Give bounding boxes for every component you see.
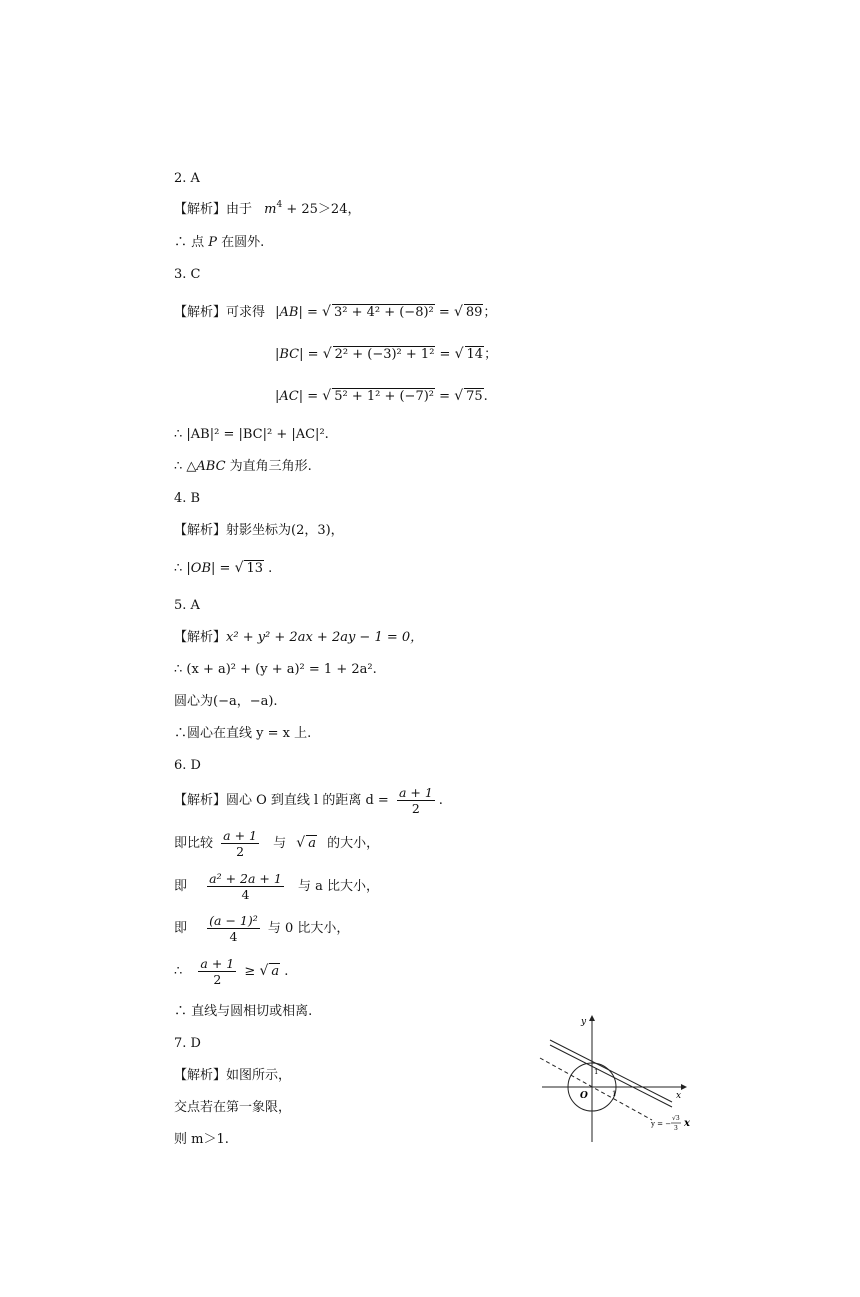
- fraction-denominator: 2: [213, 972, 222, 987]
- namely-text: 即: [174, 879, 188, 894]
- unit-x-label: 1: [612, 1090, 617, 1098]
- fraction-denominator: 2: [411, 801, 420, 816]
- with-text: 与: [273, 836, 287, 851]
- analysis-tag: 【解析】可求得: [174, 305, 266, 320]
- q2-variable: m: [264, 202, 277, 217]
- ab-length: |AB|: [275, 305, 303, 320]
- semicolon: ；: [483, 305, 497, 320]
- line-label-prefix: y = −: [651, 1120, 672, 1128]
- compare-fraction: [207, 913, 260, 944]
- compare-text: 与 0 比大小，: [267, 921, 350, 936]
- unit-y-label: 1: [594, 1068, 599, 1076]
- q2-conclusion: [174, 234, 264, 252]
- q6-compare1: [174, 828, 379, 859]
- geq-sign: ≥: [244, 964, 256, 979]
- sqrt-icon: √: [454, 388, 464, 404]
- sqrt-icon: √: [322, 388, 332, 404]
- ab-value: 89: [465, 305, 483, 320]
- q6-compare3: [174, 913, 349, 944]
- conclusion-text: 在圆外.: [217, 235, 265, 250]
- ac-length: |AC|: [275, 389, 304, 404]
- q3-relation: ∴ |AB|² = |BC|² + |AC|².: [174, 427, 329, 442]
- x-axis-label: x: [676, 1091, 682, 1101]
- ab-radicand: 3² + 4² + (−8)²: [333, 305, 434, 320]
- fraction-denominator: 2: [236, 844, 245, 859]
- q5-center: 圆心为(−a，−a).: [174, 694, 278, 709]
- q7-result: 则 m＞1.: [174, 1132, 229, 1147]
- q6-compare2: [174, 871, 379, 902]
- q3-answer: 3. C: [174, 267, 201, 282]
- sqrt-icon: √: [259, 963, 269, 979]
- q3-ac: |AC| = √ 5² + 1² + (−7)² = √ 75.: [275, 388, 488, 404]
- analysis-tag: 【解析】由于: [174, 202, 253, 217]
- size-text: 的大小，: [327, 836, 380, 851]
- q7-answer: 7. D: [174, 1036, 201, 1051]
- ac-value: 75: [466, 389, 483, 404]
- compare-text: 与 a 比大小，: [297, 879, 379, 894]
- q6-answer: 6. D: [174, 758, 201, 773]
- bc-length: |BC|: [275, 347, 304, 362]
- fraction-numerator: a² + 2a + 1: [209, 871, 282, 886]
- semicolon: ；: [484, 347, 498, 362]
- sqrt-icon: √: [234, 560, 244, 576]
- line-label-den: 3: [674, 1125, 678, 1132]
- inequality-fraction: [198, 956, 236, 987]
- q7-analysis: 【解析】如图所示，: [174, 1068, 292, 1083]
- q2-analysis: [174, 201, 360, 219]
- fraction-denominator: 4: [229, 929, 238, 944]
- therefore-text: ∴ 点: [174, 235, 209, 250]
- origin-label: O: [580, 1091, 588, 1101]
- sqrt-icon: √: [322, 304, 331, 320]
- bc-value: 14: [466, 347, 484, 362]
- q2-exponent: 4: [276, 200, 283, 210]
- sqrt-icon: √: [322, 346, 332, 362]
- q2-answer: 2. A: [174, 171, 200, 186]
- q6-result: ∴ 直线与圆相切或相离.: [174, 1004, 313, 1019]
- q4-analysis: 【解析】射影坐标为(2，3)，: [174, 523, 344, 538]
- fraction-numerator: a + 1: [200, 956, 235, 971]
- y-axis-label: y: [581, 1017, 587, 1027]
- q3-bc: |BC| = √ 2² + (−3)² + 1² = √ 14；: [275, 346, 498, 362]
- ac-radicand: 5² + 1² + (−7)²: [334, 389, 435, 404]
- point-p: P: [208, 235, 218, 250]
- triangle-abc: ABC: [196, 459, 226, 474]
- q6-inequality: ∴ $\frac{a + 1}{2}$ ≥ √ a .: [174, 956, 289, 987]
- sqrt-icon: √: [453, 304, 463, 320]
- distance-text: 【解析】圆心 O 到直线 l 的距离 d =: [174, 793, 393, 808]
- ob-length: |OB|: [186, 561, 216, 576]
- fraction-numerator: (a − 1)²: [209, 913, 258, 928]
- q4-answer: 4. B: [174, 491, 201, 506]
- q4-ob: ∴ |OB| = √ 13 .: [174, 560, 273, 576]
- therefore-text: ∴: [174, 561, 187, 576]
- conclusion-text: 为直角三角形.: [225, 459, 312, 474]
- line-label-var: x: [684, 1118, 690, 1129]
- q5-line: ∴圆心在直线 y = x 上.: [174, 726, 312, 741]
- compare-fraction: [207, 871, 284, 902]
- period: .: [483, 389, 488, 404]
- fraction-numerator: a + 1: [398, 785, 433, 800]
- q5-analysis: [174, 629, 423, 647]
- line-label-num: √3: [672, 1115, 680, 1122]
- tangent-line-lower: [550, 1045, 672, 1107]
- compare-fraction: [221, 828, 259, 859]
- fraction-numerator: a + 1: [223, 828, 257, 843]
- distance-fraction: [397, 785, 435, 816]
- bc-radicand: 2² + (−3)² + 1²: [334, 347, 435, 362]
- q6-analysis: 【解析】圆心 O 到直线 l 的距离 d = $\frac{a + 1}{2}$ .: [174, 785, 443, 816]
- q3-ab: 【解析】可求得 |AB| = √ 3² + 4² + (−8)² = √ 89；: [174, 304, 497, 320]
- compare-text: 即比较: [174, 836, 214, 851]
- circle-equation: x² + y² + 2ax + 2ay − 1 = 0，: [226, 630, 424, 645]
- sqrt-icon: √: [454, 346, 464, 362]
- therefore-triangle: ∴ △: [174, 459, 197, 474]
- analysis-tag: 【解析】: [174, 630, 227, 645]
- sqrt-icon: √: [296, 835, 306, 851]
- q3-triangle: [174, 458, 312, 476]
- sqrt-a: a: [271, 964, 280, 979]
- q7-quadrant: 交点若在第一象限，: [174, 1100, 292, 1115]
- therefore-symbol: ∴: [174, 964, 183, 979]
- q5-answer: 5. A: [174, 598, 200, 613]
- coordinate-figure: [524, 1012, 700, 1148]
- q5-complete: ∴ (x + a)² + (y + a)² = 1 + 2a².: [174, 662, 377, 677]
- namely-text: 即: [174, 921, 188, 936]
- sqrt-a: a: [308, 836, 316, 851]
- fraction-denominator: 4: [241, 887, 250, 902]
- ob-value: 13: [246, 561, 264, 576]
- q2-inequality: + 25＞24，: [282, 202, 361, 217]
